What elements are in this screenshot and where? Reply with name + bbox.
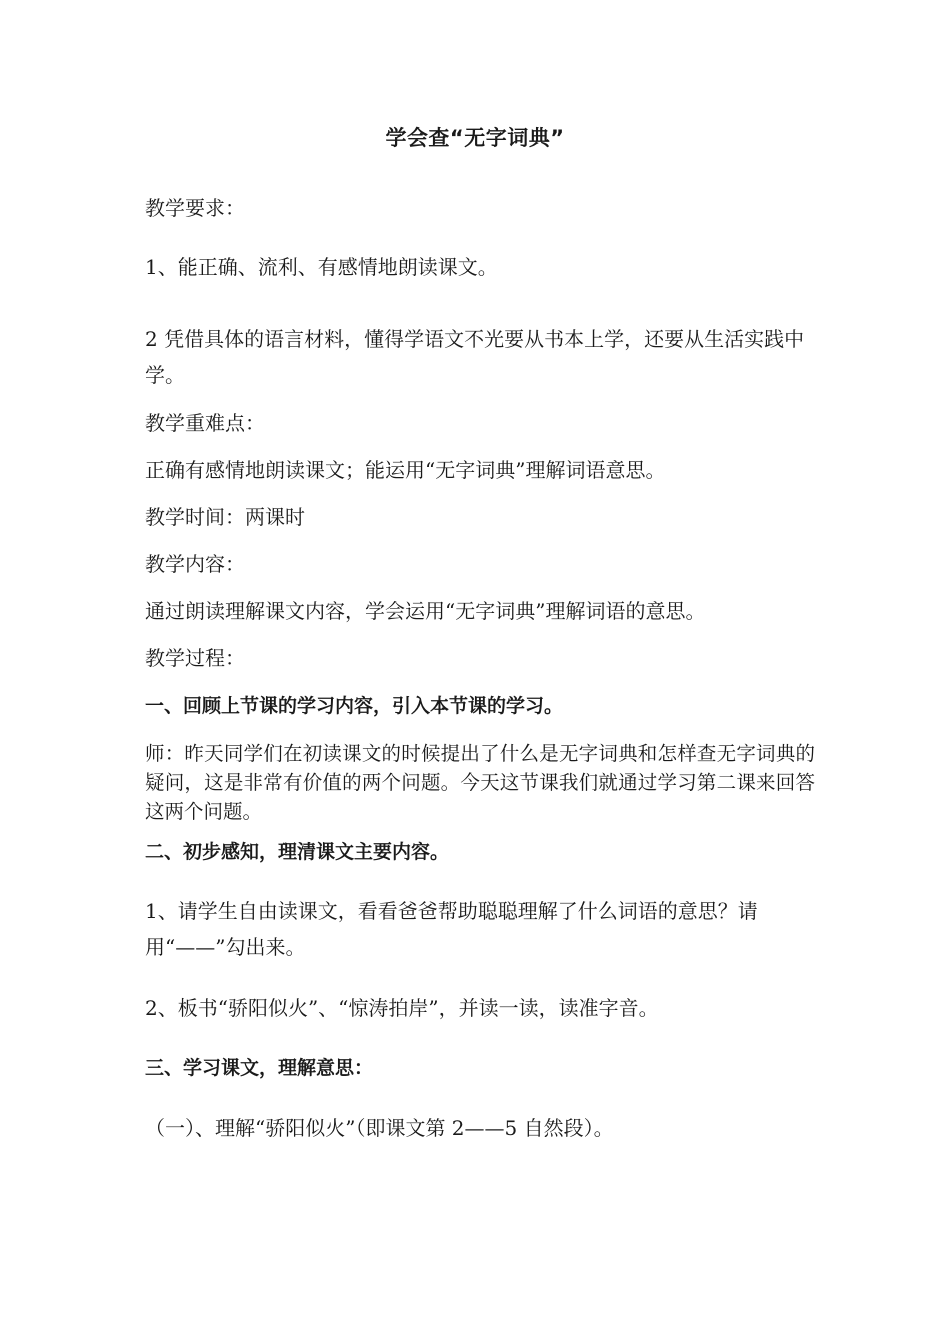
paragraph-requirement-1: 1、能正确、流利、有感情地朗读课文。 (145, 255, 498, 279)
paragraph-requirement-2: 2 凭借具体的语言材料，懂得学语文不光要从书本上学，还要从生活实践中学。 (145, 327, 805, 387)
paragraph-step-2: 2、板书“骄阳似火”、“惊涛拍岸”，并读一读，读准字音。 (145, 996, 659, 1020)
paragraph-process-heading: 教学过程： (145, 646, 245, 670)
paragraph-teaching-requirements-heading: 教学要求： (145, 196, 245, 220)
paragraph-key-points-heading: 教学重难点： (145, 411, 265, 435)
section-heading-2: 二、初步感知，理清课文主要内容。 (145, 841, 450, 863)
section-heading-3: 三、学习课文，理解意思： (145, 1057, 374, 1079)
paragraph-key-points: 正确有感情地朗读课文；能运用“无字词典”理解词语意思。 (145, 458, 666, 482)
paragraph-content: 通过朗读理解课文内容，学会运用“无字词典”理解词语的意思。 (145, 599, 706, 623)
paragraph-teaching-time: 教学时间：两课时 (145, 505, 305, 529)
paragraph-subsection-1: （一）、理解“骄阳似火”（即课文第 2——5 自然段）。 (145, 1116, 614, 1140)
document-title: 学会查“无字词典” (385, 126, 565, 150)
paragraph-teacher-intro: 师：昨天同学们在初读课文的时候提出了什么是无字词典和怎样查无字词典的疑问，这是非常有价值的两个问题。今天这节课我们就通过学习第二课来回答这两个问题。 (145, 742, 815, 823)
paragraph-content-heading: 教学内容： (145, 552, 245, 576)
paragraph-step-1: 1、请学生自由读课文，看看爸爸帮助聪聪理解了什么词语的意思？请用“——”勾出来。 (145, 899, 758, 959)
section-heading-1: 一、回顾上节课的学习内容，引入本节课的学习。 (145, 695, 564, 717)
